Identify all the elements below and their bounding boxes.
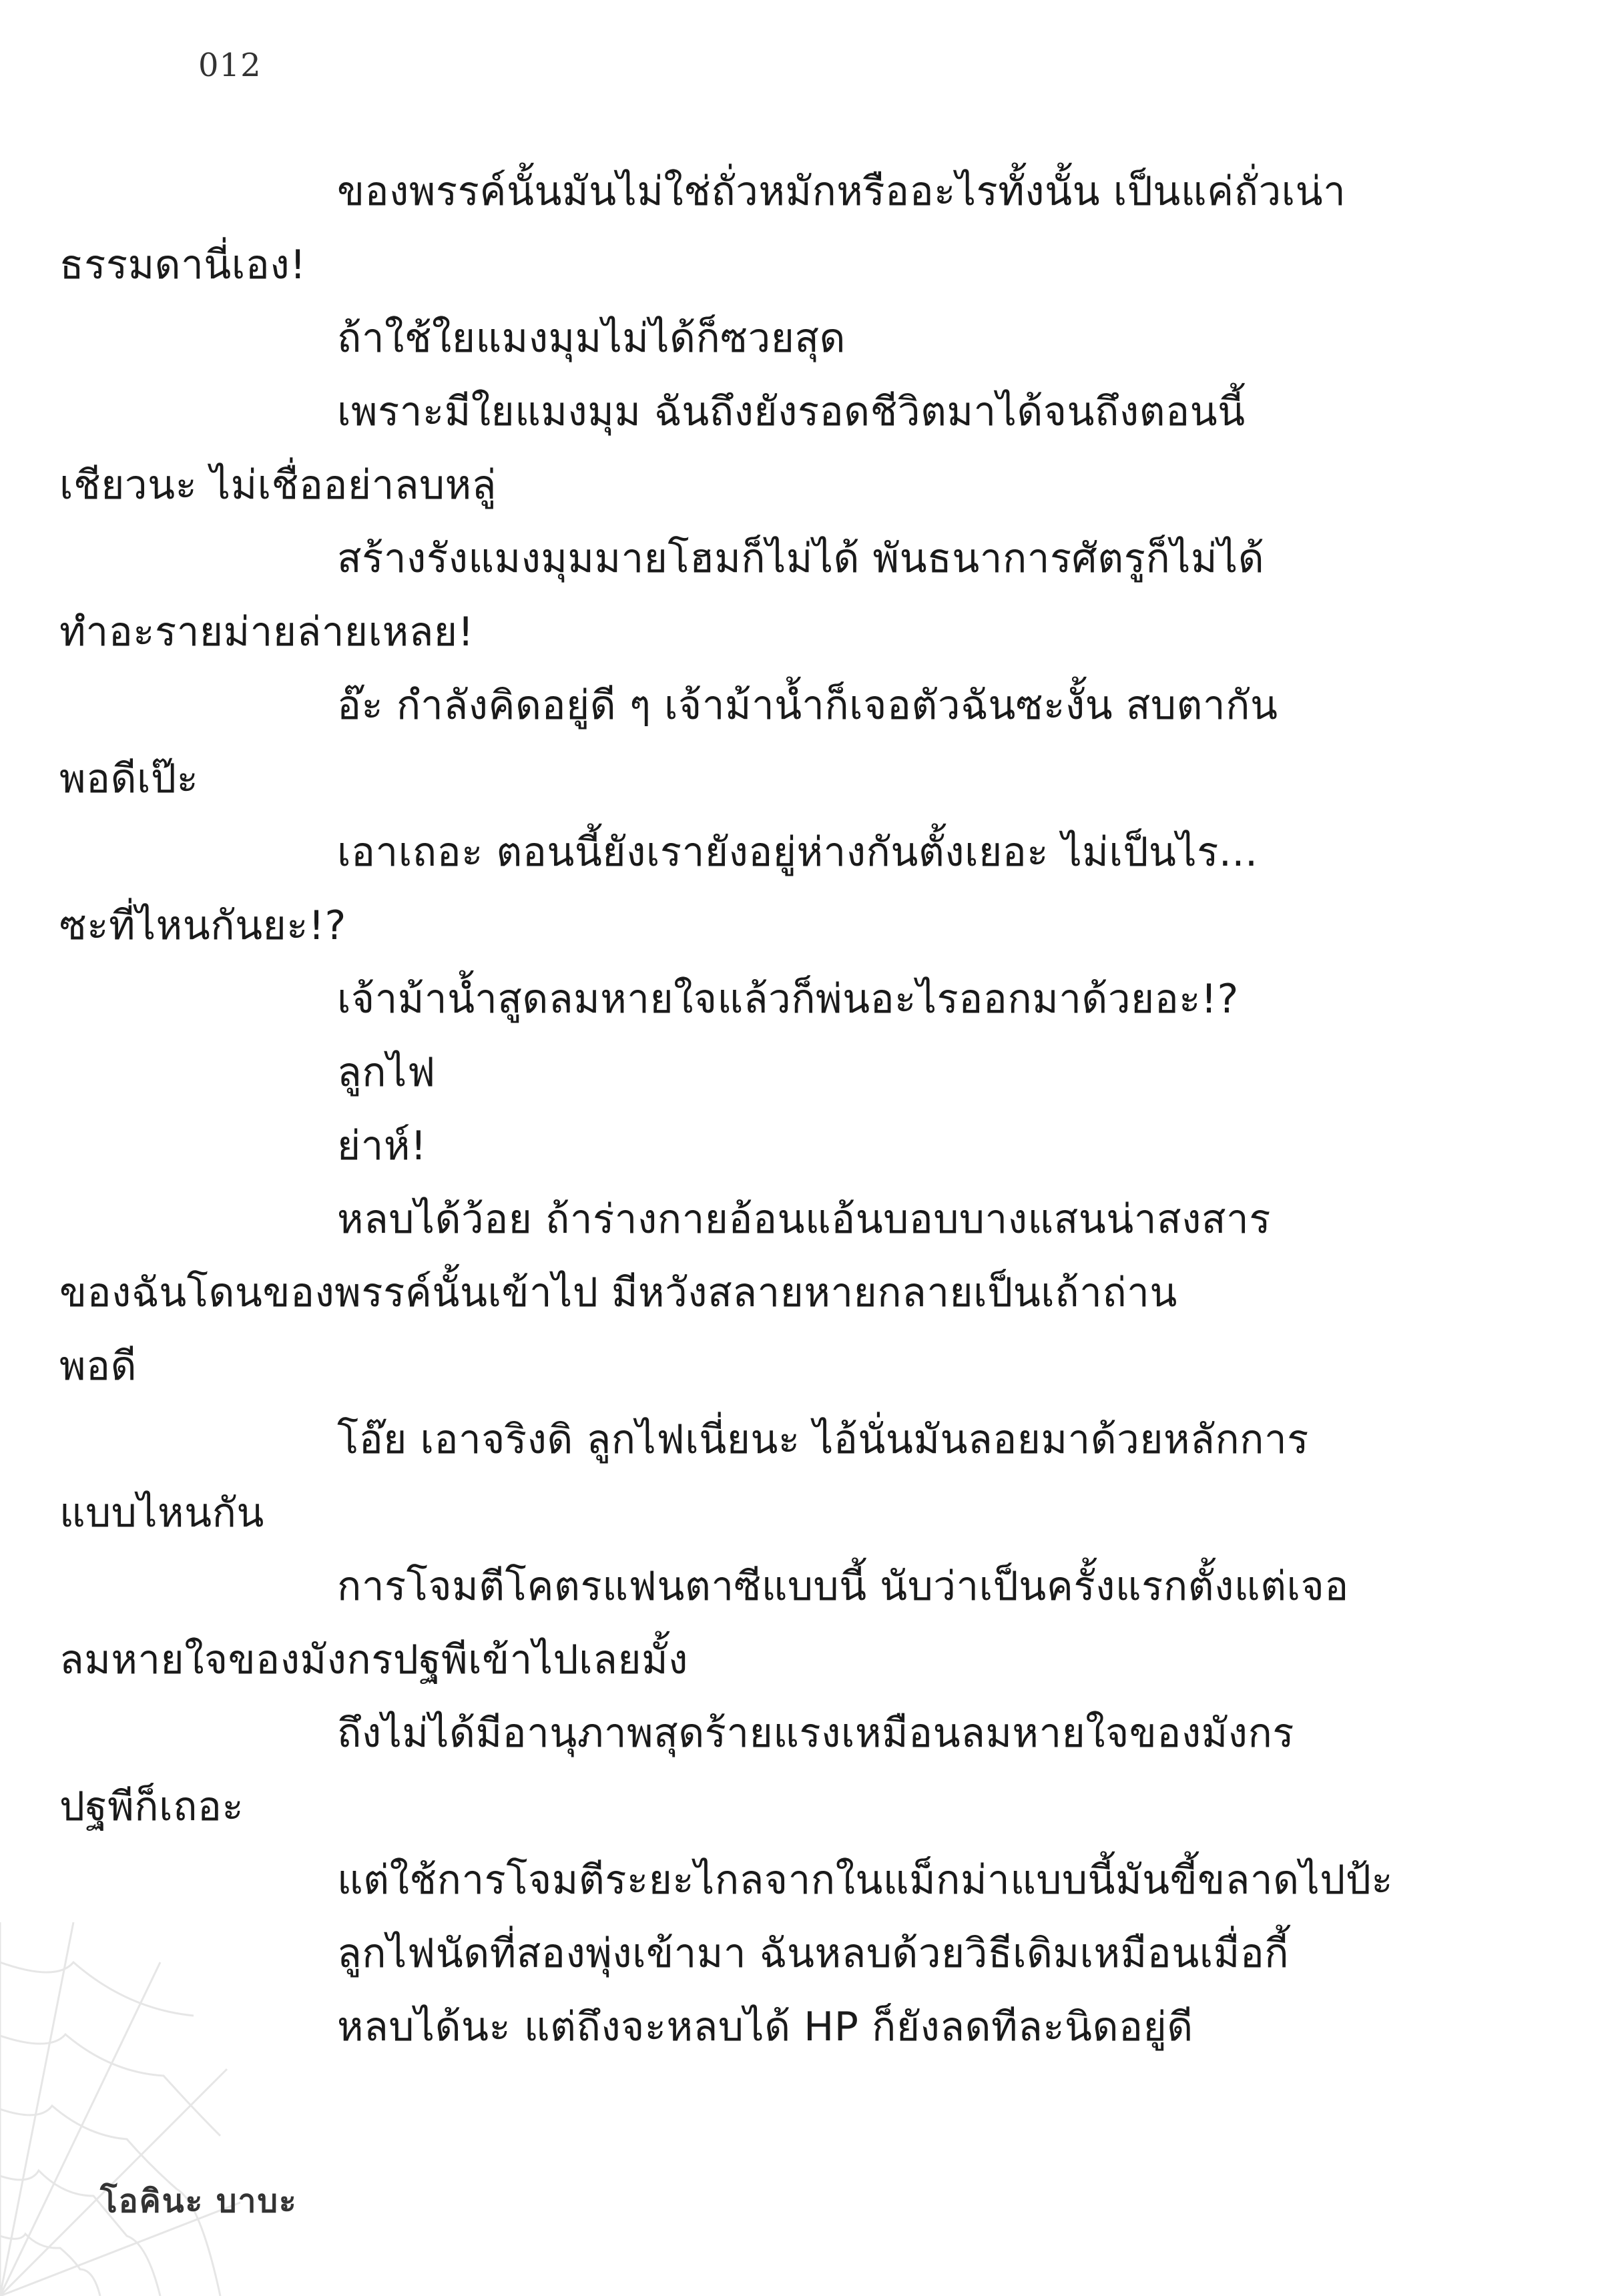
text-line: ลูกไฟนัดที่สองพุ่งเข้ามา ฉันหลบด้วยวิธีเดิมเหมือนเมื่อกี้ (337, 1930, 1290, 1977)
paragraph (59, 669, 1408, 816)
page-number: 012 (198, 47, 262, 84)
paragraph (59, 375, 1408, 522)
text-line: แต่ใช้การโจมตีระยะไกลจากในแม็กม่าแบบนี้มันขี้ขลาดไปป้ะ (337, 1857, 1394, 1904)
text-line: หลบได้ว้อย ถ้าร่างกายอ้อนแอ้นบอบบางแสนน่าสงสาร (337, 1196, 1271, 1243)
text-line: ถ้าใช้ใยแมงมุมไม่ได้ก็ซวยสุด (337, 315, 846, 362)
body-text (59, 155, 1408, 2064)
paragraph (59, 816, 1408, 962)
text-line: เชียวนะ ไม่เชื่ออย่าลบหลู่ (59, 462, 497, 509)
paragraph (59, 155, 1408, 302)
paragraph (59, 1183, 1408, 1403)
paragraph (198, 1917, 1408, 1990)
text-line: โอ๊ย เอาจริงดิ ลูกไฟเนี่ยนะ ไอ้นั่นมันลอยมาด้วยหลักการ (337, 1416, 1309, 1463)
text-line: สร้างรังแมงมุมมายโฮมก็ไม่ได้ พันธนาการศัตรูก็ไม่ได้ (337, 535, 1265, 582)
text-line: พอดี (59, 1343, 138, 1390)
paragraph (59, 1550, 1408, 1697)
paragraph (198, 302, 1408, 375)
paragraph (198, 1990, 1408, 2064)
text-line: เพราะมีใยแมงมุม ฉันถึงยังรอดชีวิตมาได้จนถึงตอนนี้ (337, 388, 1246, 435)
text-line: ย่าห์! (337, 1123, 427, 1169)
paragraph (198, 1109, 1408, 1183)
text-line: เจ้าม้าน้ำสูดลมหายใจแล้วก็พ่นอะไรออกมาด้วยอะ!? (337, 976, 1239, 1023)
text-line: ถึงไม่ได้มีอานุภาพสุดร้ายแรงเหมือนลมหายใจของมังกร (337, 1710, 1295, 1757)
paragraph (59, 522, 1408, 669)
cobweb-icon (0, 1922, 240, 2296)
text-line: ปฐพีก็เถอะ (59, 1783, 244, 1830)
paragraph (59, 1403, 1408, 1550)
text-line: ซะที่ไหนกันยะ!? (59, 902, 346, 949)
text-line: ทำอะรายม่ายล่ายเหลย! (59, 609, 475, 655)
text-line: การโจมตีโคตรแฟนตาซีแบบนี้ นับว่าเป็นครั้งแรกตั้งแต่เจอ (337, 1563, 1349, 1610)
paragraph (198, 1036, 1408, 1109)
text-line: เอาเถอะ ตอนนี้ยังเรายังอยู่ห่างกันตั้งเยอะ ไม่เป็นไร... (337, 829, 1258, 876)
text-line: อ๊ะ กำลังคิดอยู่ดี ๆ เจ้าม้าน้ำก็เจอตัวฉันซะงั้น สบตากัน (337, 682, 1278, 729)
paragraph (198, 1843, 1408, 1917)
text-line: ธรรมดานี่เอง! (59, 242, 306, 288)
text-line: ลมหายใจของมังกรปฐพีเข้าไปเลยมั้ง (59, 1637, 688, 1683)
text-line: ของฉันโดนของพรรค์นั้นเข้าไป มีหวังสลายหายกลายเป็นเถ้าถ่าน (59, 1269, 1177, 1316)
paragraph (198, 962, 1408, 1036)
author-footer: โอคินะ บาบะ (100, 2183, 298, 2220)
text-line: ของพรรค์นั้นมันไม่ใช่ถั่วหมักหรืออะไรทั้งนั้น เป็นแค่ถั่วเน่า (337, 168, 1346, 215)
paragraph (59, 1697, 1408, 1843)
text-line: แบบไหนกัน (59, 1490, 264, 1536)
text-line: พอดีเป๊ะ (59, 756, 199, 802)
text-line: ลูกไฟ (337, 1049, 436, 1096)
text-line: หลบได้นะ แต่ถึงจะหลบได้ HP ก็ยังลดทีละนิดอยู่ดี (337, 2004, 1193, 2050)
